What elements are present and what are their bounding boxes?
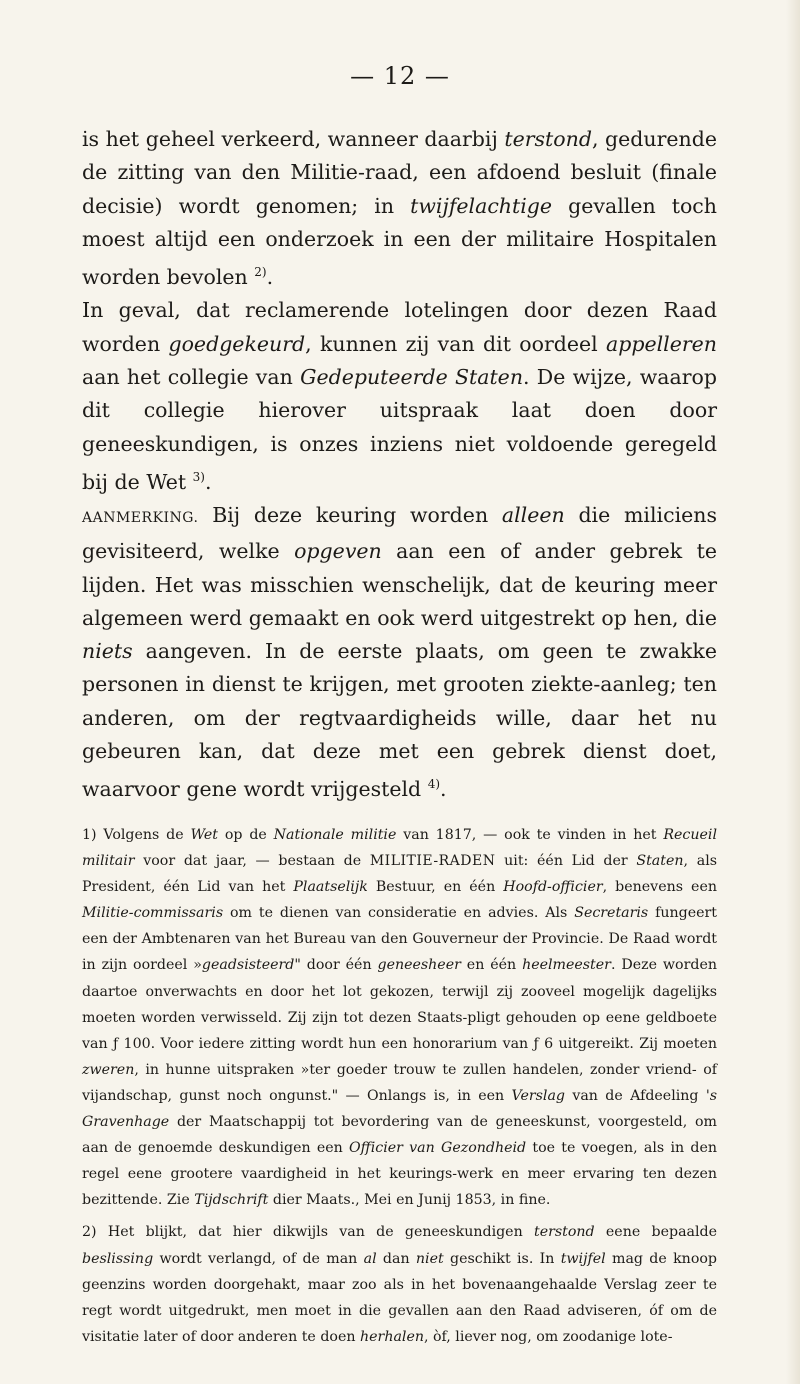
emphasis-text: opgeven bbox=[294, 539, 382, 564]
text-run: Bij deze keuring worden bbox=[198, 502, 502, 527]
emphasis-text: niets bbox=[82, 639, 133, 664]
text-run: , in hunne uitspraken »ter goeder trouw te zullen handelen, zonder vriend- of vijandschap, gunst noch ongunst." — Onlangs is, in een bbox=[82, 1061, 717, 1104]
text-run: eene bepaalde bbox=[594, 1224, 717, 1241]
footnote bbox=[82, 1219, 717, 1349]
footnotes bbox=[82, 822, 717, 1356]
text-run: mag de knoop geenzins worden doorgehakt, maar zoo als in het bovenaangehaalde Verslag zeer te regt wordt uitgedrukt, men moet in die gevallen aan den Raad adviseren, óf om de visitatie later of door anderen te doen bbox=[82, 1250, 717, 1345]
emphasis-text: Nationale militie bbox=[273, 827, 397, 843]
emphasis-text: heelmeester bbox=[522, 957, 611, 974]
text-run: dier Maats., Mei en Junij 1853, in fine. bbox=[268, 1192, 551, 1209]
smallcaps-text: AANMERKING. bbox=[82, 509, 199, 526]
text-run: , òf, liever nog, om zoodanige lote- bbox=[423, 1328, 673, 1345]
page-number: — 12 — bbox=[350, 62, 450, 90]
footnote-ref: 4) bbox=[427, 777, 441, 792]
text-run: van de Afdeeling bbox=[565, 1087, 706, 1104]
text-run: In geval, dat reclamerende lotelingen door dezen Raad worden bbox=[82, 298, 717, 356]
text-run: aan een of ander gebrek te lijden. Het was misschien wenschelijk, dat de keuring meer algemeen werd gemaakt en ook werd uitgestrekt op hen, die bbox=[82, 539, 717, 630]
text-run: en één bbox=[460, 957, 523, 974]
emphasis-text: Staten bbox=[636, 853, 684, 870]
emphasis-text: Hoofd-officier bbox=[503, 879, 603, 896]
text-run: . bbox=[204, 469, 212, 494]
text-run: toe te voegen, als in den regel eene grootere vaardigheid in het keurings-werk en meer ervaring ten dezen bezittende. Zie bbox=[82, 1140, 717, 1209]
text-run: uit: één Lid der bbox=[495, 853, 637, 870]
emphasis-text: herhalen bbox=[360, 1328, 424, 1345]
text-run: Bestuur, en één bbox=[367, 879, 504, 896]
text-run: gevallen toch moest altijd een onderzoek in een der militaire Hospitalen worden bevolen bbox=[82, 193, 717, 290]
emphasis-text: geneesheer bbox=[377, 957, 461, 974]
text-run: is het geheel verkeerd, wanneer daarbij bbox=[82, 127, 505, 151]
footnote-ref: 3) bbox=[192, 469, 205, 484]
text-run: 2) Het blijkt, dat hier dikwijls van de geneeskundigen bbox=[82, 1224, 534, 1241]
smallcaps-text: MILITIE-RADEN bbox=[369, 853, 496, 870]
emphasis-text: alleen bbox=[501, 502, 565, 527]
emphasis-text: twijfelachtige bbox=[410, 193, 553, 218]
emphasis-text: Tijdschrift bbox=[194, 1192, 269, 1209]
emphasis-text: terstond bbox=[534, 1224, 595, 1241]
text-run: op de bbox=[218, 827, 274, 843]
emphasis-text: niet bbox=[415, 1250, 444, 1267]
text-run: voor dat jaar, — bestaan de bbox=[134, 853, 370, 870]
emphasis-text: beslissing bbox=[82, 1250, 154, 1267]
footnote bbox=[82, 822, 717, 1213]
emphasis-text: Officier van Gezondheid bbox=[349, 1140, 527, 1157]
text-run: . bbox=[266, 265, 274, 290]
text-run: , kunnen zij van dit oordeel bbox=[305, 331, 607, 356]
text-run: om te dienen van consideratie en advies. Als bbox=[223, 905, 575, 922]
paragraph bbox=[82, 294, 717, 499]
main-text bbox=[82, 123, 717, 806]
text-run: van 1817, — ook te vinden in het bbox=[396, 827, 664, 843]
emphasis-text: geadsisteerd bbox=[201, 957, 295, 974]
text-run: wordt verlangd, of de man bbox=[153, 1250, 364, 1267]
emphasis-text: zweren bbox=[82, 1061, 135, 1078]
text-run: " door één bbox=[294, 957, 378, 974]
emphasis-text: twijfel bbox=[560, 1250, 606, 1267]
page-edge-shadow bbox=[786, 0, 800, 1384]
text-run: . Deze worden daartoe onverwachts en door het lot gekozen, terwijl zij zooveel mogelijk dagelijks moeten worden verwisseld. Zij zijn tot dezen Staats-pligt gehouden op eene geldboete van ƒ 100. Voor iedere zitting wordt hun een honorarium van ƒ 6 uitgereikt. Zij moeten bbox=[82, 957, 717, 1052]
text-run: fungeert een der Ambtenaren van het Bureau van den Gouverneur der Provincie. De Raad wordt in zijn oordeel » bbox=[82, 905, 717, 974]
emphasis-text: al bbox=[363, 1250, 377, 1267]
emphasis-text: Wet bbox=[190, 827, 219, 843]
emphasis-text: Plaatselijk bbox=[293, 879, 368, 896]
text-run: die miliciens gevisiteerd, welke bbox=[82, 502, 717, 564]
text-run: , benevens een bbox=[602, 879, 717, 896]
emphasis-text: Verslag bbox=[511, 1087, 565, 1104]
text-run: dan bbox=[376, 1250, 416, 1267]
emphasis-text: 's Gravenhage bbox=[82, 1087, 717, 1131]
text-run: geschikt is. In bbox=[443, 1250, 561, 1267]
paragraph bbox=[82, 123, 717, 294]
emphasis-text: Recueil militair bbox=[82, 827, 717, 870]
emphasis-text: terstond bbox=[504, 127, 592, 151]
emphasis-text: goedgekeurd bbox=[168, 331, 306, 356]
text-run: der Maatschappij tot bevordering van de geneeskunst, voorgesteld, om aan de genoemde deskundigen een bbox=[82, 1114, 717, 1157]
text-run: . bbox=[440, 777, 447, 802]
text-run: , als President, één Lid van het bbox=[82, 853, 718, 896]
text-run: aangeven. In de eerste plaats, om geen te zwakke personen in dienst te krijgen, met grooten ziekte-aanleg; ten anderen, om der regtvaardigheids wille, daar het nu gebeuren kan, dat deze met een gebrek dienst doet, waarvoor gene wordt vrijgesteld bbox=[82, 639, 717, 802]
emphasis-text: Secretaris bbox=[574, 905, 649, 922]
footnote-ref: 2) bbox=[254, 265, 267, 280]
emphasis-text: Gedeputeerde Staten bbox=[300, 364, 524, 389]
paragraph bbox=[82, 499, 717, 807]
text-run: . De wijze, waarop dit collegie hierover uitspraak laat doen door geneeskundigen, is onzes inziens niet voldoende geregeld bij de Wet bbox=[82, 364, 717, 494]
text-run: , gedurende de zitting van den Militie-raad, een afdoend besluit (finale decisie) wordt genomen; in bbox=[82, 127, 717, 218]
text-run: aan het collegie van bbox=[82, 364, 301, 389]
emphasis-text: appelleren bbox=[606, 331, 717, 356]
emphasis-text: Militie-commissaris bbox=[82, 905, 224, 922]
text-run: 1) Volgens de bbox=[82, 827, 191, 843]
